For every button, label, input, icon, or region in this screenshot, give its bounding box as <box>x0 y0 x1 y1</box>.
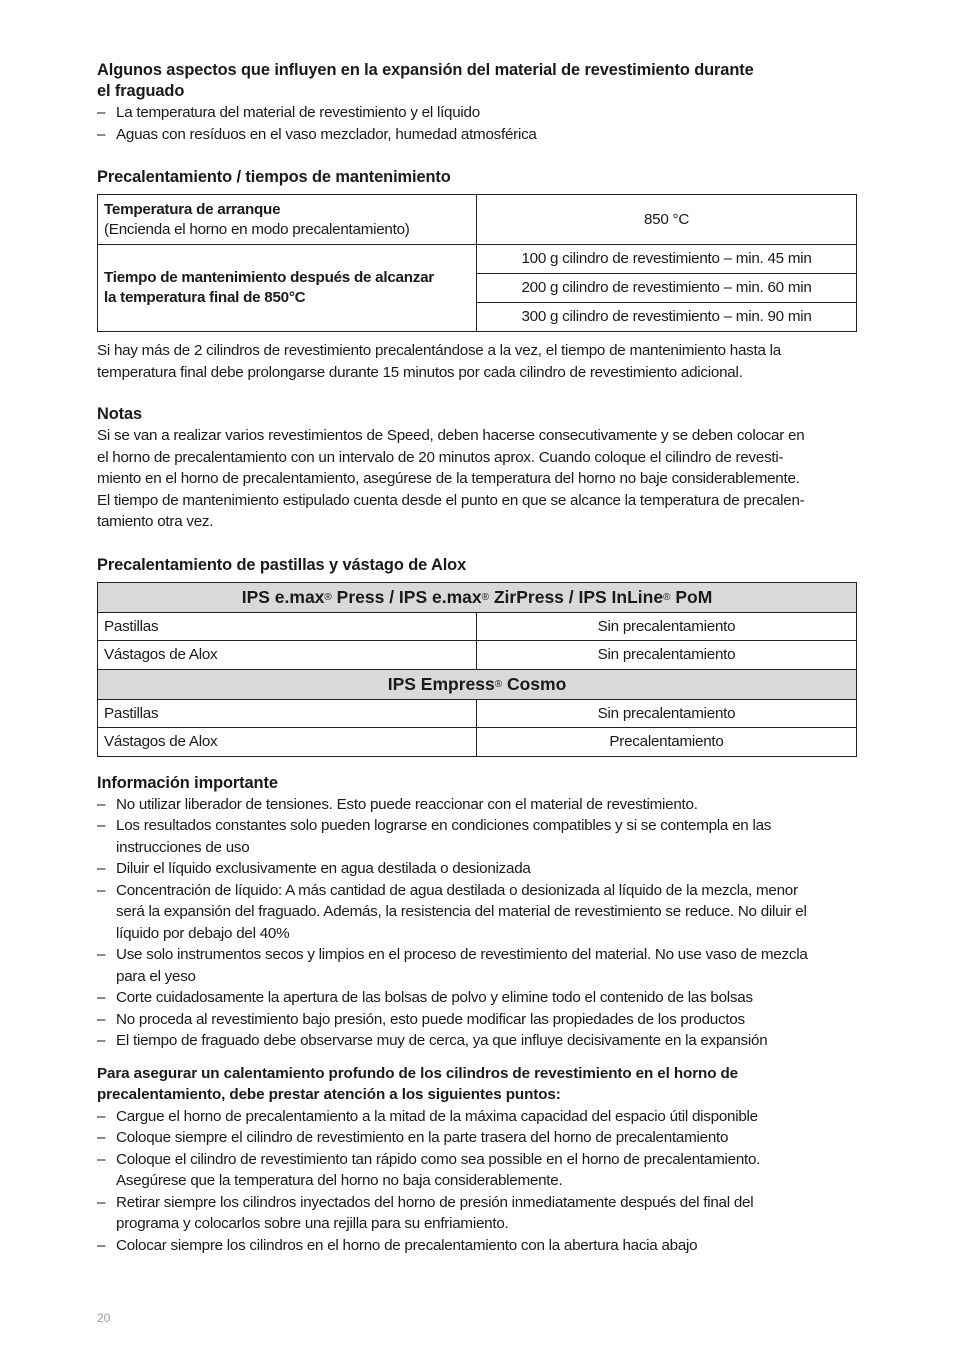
notes-heading: Notas <box>97 405 143 423</box>
list-item: – Cargue el horno de precalentamiento a la mitad de la máxima capacidad del espacio útil disponible <box>97 1106 857 1128</box>
list-item: – Coloque siempre el cilindro de revestimiento en la parte trasera del horno de precalentamiento <box>97 1127 857 1149</box>
heating-list <box>97 1106 857 1257</box>
list-item: – No proceda al revestimiento bajo presión, esto puede modificar las propiedades de los productos <box>97 1009 857 1031</box>
preheating-table <box>97 194 857 332</box>
list-item: – La temperatura del material de revestimiento y el líquido <box>97 102 857 124</box>
heating-intro: Para asegurar un calentamiento profundo de los cilindros de revestimiento en el horno de precalentamiento, debe prestar atención a los siguientes puntos: <box>97 1064 739 1103</box>
page-number: 20 <box>97 1311 111 1325</box>
notes-paragraph: Si se van a realizar varios revestimientos de Speed, deben hacerse consecutivamente y se deben colocar en el horno de precalentamiento con un intervalo de 20 minutos aprox. Cuando coloque el cilindro de revesti- miento en el horno de precalentamiento, asegúrese de la temperatura del horno no baje considerablemente. El tiempo de mantenimiento estipulado cuenta desde el punto en que se alcance la temperatura de precalen- tamiento otra vez. <box>97 427 805 530</box>
section-heading-preheating: Precalentamiento / tiempos de mantenimiento <box>97 168 451 186</box>
document-page <box>97 60 857 1256</box>
list-item: – Retirar siempre los cilindros inyectados del horno de presión inmediatamente después del final del programa y colocarlos sobre una rejilla para su enfriamiento. <box>97 1192 857 1235</box>
list-item: – No utilizar liberador de tensiones. Esto puede reaccionar con el material de revestimiento. <box>97 794 857 816</box>
table-row <box>98 699 857 728</box>
table-row <box>98 612 857 641</box>
list-item: – Colocar siempre los cilindros en el horno de precalentamiento con la abertura hacia abajo <box>97 1235 857 1257</box>
start-temp-label: Temperatura de arranque <box>104 200 281 218</box>
row-label: Vástagos de Alox <box>98 641 477 670</box>
list-item: – Coloque el cilindro de revestimiento tan rápido como sea possible en el horno de precalentamiento. Asegúrese que la temperatura del horno no baja considerablemente. <box>97 1149 857 1192</box>
group-header-cosmo: IPS Empress® Cosmo <box>98 669 857 699</box>
alox-heading: Precalentamiento de pastillas y vástago de Alox <box>97 555 467 574</box>
hold-time-value: 200 g cilindro de revestimiento – min. 60 min <box>477 274 857 303</box>
row-value: Precalentamiento <box>477 728 857 757</box>
start-temp-label-cell <box>98 195 477 245</box>
list-item: – Aguas con resíduos en el vaso mezclador, humedad atmosférica <box>97 124 857 146</box>
row-label: Pastillas <box>98 612 477 641</box>
list-item: – Corte cuidadosamente la apertura de las bolsas de polvo y elimine todo el contenido de las bolsas <box>97 987 857 1009</box>
start-temp-sublabel: (Encienda el horno en modo precalentamiento) <box>104 220 410 238</box>
list-item: – Los resultados constantes solo pueden lograrse en condiciones compatibles y si se contempla en las instrucciones de uso <box>97 815 857 858</box>
table-row <box>98 728 857 757</box>
list-item: – El tiempo de fraguado debe observarse muy de cerca, ya que influye decisivamente en la expansión <box>97 1030 857 1052</box>
list-item: – Concentración de líquido: A más cantidad de agua destilada o desionizada al líquido de la mezcla, menor será la expansión del fraguado. Además, la resistencia del material de revestimiento se reduce. No diluir el líquido por debajo del 40% <box>97 880 857 945</box>
start-temp-value: 850 °C <box>477 195 857 245</box>
list-item: – Use solo instrumentos secos y limpios en el proceso de revestimiento del material. No use vaso de mezcla para el yeso <box>97 944 857 987</box>
row-label: Vástagos de Alox <box>98 728 477 757</box>
hold-time-label-cell: Tiempo de mantenimiento después de alcanzar la temperatura final de 850°C <box>98 245 477 332</box>
section-heading-expansion: Algunos aspectos que influyen en la expansión del material de revestimiento durante el fraguado <box>97 61 754 100</box>
row-value: Sin precalentamiento <box>477 641 857 670</box>
hold-time-value: 100 g cilindro de revestimiento – min. 45 min <box>477 245 857 274</box>
preheating-note: Si hay más de 2 cilindros de revestimiento precalentándose a la vez, el tiempo de mantenimiento hasta la temperatura final debe prolongarse durante 15 minutos por cada cilindro de revestimiento adicional. <box>97 342 781 381</box>
table-row <box>98 641 857 670</box>
important-info-heading: Información importante <box>97 773 278 792</box>
row-value: Sin precalentamiento <box>477 699 857 728</box>
row-value: Sin precalentamiento <box>477 612 857 641</box>
row-label: Pastillas <box>98 699 477 728</box>
alox-table <box>97 582 857 757</box>
list-item: – Diluir el líquido exclusivamente en agua destilada o desionizada <box>97 858 857 880</box>
hold-time-value: 300 g cilindro de revestimiento – min. 90 min <box>477 303 857 332</box>
expansion-factors-list <box>97 102 857 145</box>
group-header-emax: IPS e.max® Press / IPS e.max® ZirPress / IPS InLine® PoM <box>98 582 857 612</box>
important-info-list <box>97 794 857 1052</box>
